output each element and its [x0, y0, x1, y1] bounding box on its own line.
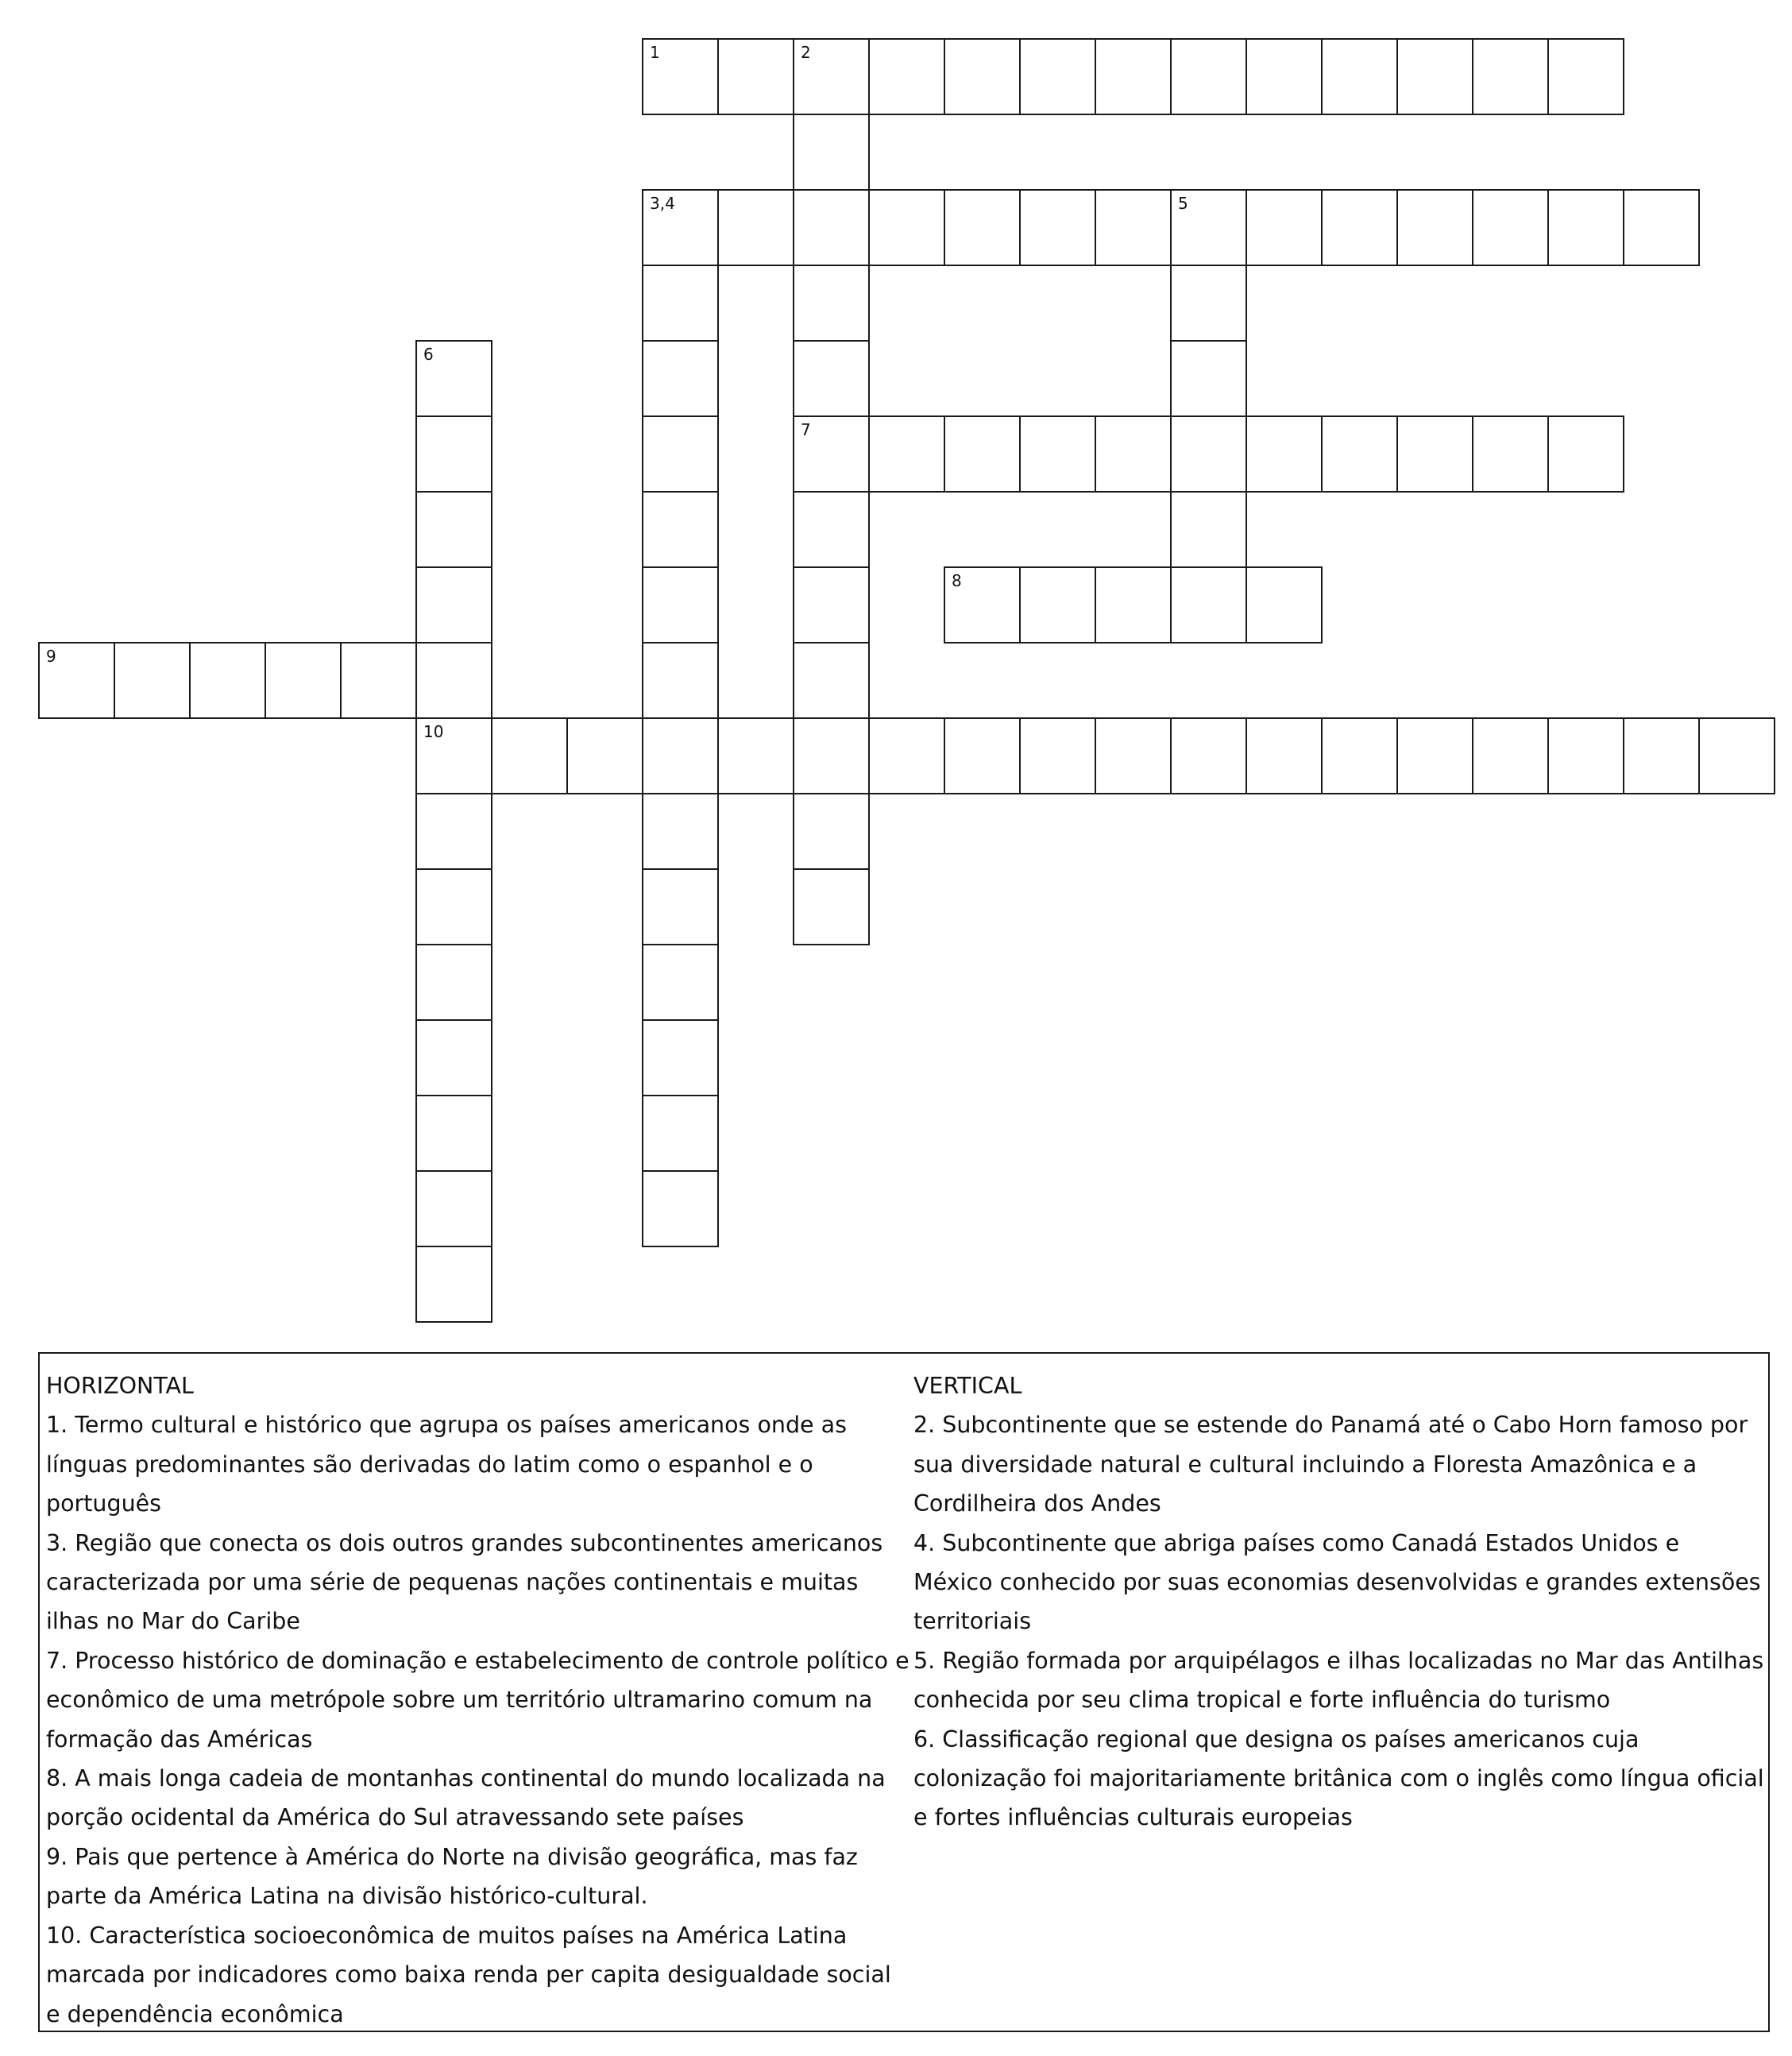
crossword-cell[interactable]	[944, 38, 1021, 115]
horizontal-heading: HORIZONTAL	[46, 1373, 194, 1399]
crossword-cell[interactable]	[1623, 189, 1700, 266]
crossword-cell[interactable]	[642, 566, 719, 643]
crossword-cell[interactable]	[415, 340, 492, 417]
crossword-cell[interactable]	[1170, 265, 1247, 342]
crossword-cell[interactable]	[944, 566, 1021, 643]
crossword-cell[interactable]	[793, 717, 870, 794]
crossword-cell[interactable]	[868, 415, 945, 493]
crossword-cell[interactable]	[1472, 38, 1549, 115]
crossword-cell[interactable]	[793, 340, 870, 417]
crossword-cell[interactable]	[1095, 189, 1172, 266]
clue-horizontal-10: 10. Característica socioeconômica de muitos países na América Latina marcada por indicadores como baixa renda per capita desigualdade social e dependência econômica	[46, 1922, 891, 2027]
crossword-cell[interactable]	[1396, 415, 1473, 493]
crossword-cell[interactable]	[1472, 415, 1549, 493]
clue-number: 10	[423, 722, 444, 741]
crossword-cell[interactable]	[340, 642, 417, 719]
crossword-cell[interactable]	[642, 38, 719, 115]
crossword-cell[interactable]	[642, 491, 719, 568]
clue-number: 6	[423, 345, 434, 364]
crossword-cell[interactable]	[1623, 717, 1700, 794]
crossword-cell[interactable]	[1547, 38, 1624, 115]
crossword-cell[interactable]	[265, 642, 342, 719]
crossword-cell[interactable]	[642, 189, 719, 266]
clue-vertical-6: 6. Classificação regional que designa os países americanos cuja colonização foi majoritariamente britânica com o inglês como língua oficial e fortes influências culturais europeias	[913, 1726, 1764, 1831]
clue-number: 5	[1178, 194, 1188, 213]
crossword-cell[interactable]	[1321, 415, 1398, 493]
crossword-cell[interactable]	[1321, 38, 1398, 115]
crossword-cell[interactable]	[1396, 38, 1473, 115]
crossword-cell[interactable]	[1095, 38, 1172, 115]
crossword-cell[interactable]	[793, 114, 870, 191]
crossword-cell[interactable]	[1472, 717, 1549, 794]
vertical-clues	[913, 1366, 1765, 1838]
crossword-cell[interactable]	[793, 642, 870, 719]
crossword-cell[interactable]	[1095, 415, 1172, 493]
crossword-cell[interactable]	[793, 38, 870, 115]
crossword-cell[interactable]	[717, 717, 794, 794]
horizontal-clues	[46, 1366, 912, 2034]
crossword-cell[interactable]	[642, 793, 719, 870]
crossword-cell[interactable]	[1170, 340, 1247, 417]
clue-vertical-5: 5. Região formada por arquipélagos e ilhas localizadas no Mar das Antilhas conhecida por seu clima tropical e forte influência do turismo	[913, 1647, 1764, 1714]
crossword-cell[interactable]	[415, 1095, 492, 1172]
crossword-cell[interactable]	[793, 491, 870, 568]
crossword-cell[interactable]	[1170, 415, 1247, 493]
crossword-cell[interactable]	[415, 717, 492, 794]
clue-horizontal-1: 1. Termo cultural e histórico que agrupa os países americanos onde as línguas predominantes são derivadas do latim como o espanhol e o português	[46, 1412, 847, 1517]
crossword-cell[interactable]	[415, 642, 492, 719]
crossword-cell[interactable]	[1321, 189, 1398, 266]
crossword-cell[interactable]	[868, 717, 945, 794]
crossword-cell[interactable]	[1170, 189, 1247, 266]
crossword-cell[interactable]	[415, 415, 492, 493]
crossword-cell[interactable]	[1246, 415, 1323, 493]
crossword-cell[interactable]	[1019, 717, 1096, 794]
crossword-cell[interactable]	[793, 265, 870, 342]
crossword-cell[interactable]	[1246, 717, 1323, 794]
crossword-cell[interactable]	[415, 566, 492, 643]
clue-number: 2	[801, 43, 811, 62]
crossword-cell[interactable]	[415, 491, 492, 568]
crossword-cell[interactable]	[114, 642, 191, 719]
clues-box	[38, 1352, 1770, 2032]
crossword-cell[interactable]	[415, 868, 492, 945]
crossword-cell[interactable]	[1019, 189, 1096, 266]
clue-horizontal-3: 3. Região que conecta os dois outros grandes subcontinentes americanos caracterizada por uma série de pequenas nações continentais e muitas ilhas no Mar do Caribe	[46, 1529, 883, 1635]
crossword-cell[interactable]	[717, 38, 794, 115]
crossword-cell[interactable]	[642, 1170, 719, 1247]
crossword-cell[interactable]	[642, 868, 719, 945]
crossword-cell[interactable]	[642, 642, 719, 719]
clue-number: 1	[650, 43, 660, 62]
clue-horizontal-7: 7. Processo histórico de dominação e estabelecimento de controle político e econômico de uma metrópole sobre um território ultramarino comum na formação das Américas	[46, 1647, 910, 1753]
crossword-cell[interactable]	[1246, 189, 1323, 266]
clue-number: 8	[952, 571, 962, 590]
crossword-cell[interactable]	[38, 642, 115, 719]
crossword-cell[interactable]	[1547, 189, 1624, 266]
crossword-cell[interactable]	[415, 793, 492, 870]
crossword-cell[interactable]	[868, 38, 945, 115]
crossword-cell[interactable]	[642, 1019, 719, 1096]
crossword-cell[interactable]	[1246, 38, 1323, 115]
clue-number: 9	[46, 647, 56, 666]
crossword-cell[interactable]	[793, 415, 870, 493]
crossword-cell[interactable]	[1019, 38, 1096, 115]
crossword-cell[interactable]	[944, 415, 1021, 493]
crossword-cell[interactable]	[1396, 717, 1473, 794]
crossword-cell[interactable]	[793, 868, 870, 945]
crossword-cell[interactable]	[868, 189, 945, 266]
crossword-cell[interactable]	[1019, 415, 1096, 493]
crossword-cell[interactable]	[717, 189, 794, 266]
crossword-cell[interactable]	[1170, 38, 1247, 115]
crossword-cell[interactable]	[793, 793, 870, 870]
clue-horizontal-8: 8. A mais longa cadeia de montanhas continental do mundo localizada na porção ocidental da América do Sul atravessando sete países	[46, 1765, 886, 1831]
clue-vertical-2: 2. Subcontinente que se estende do Panamá até o Cabo Horn famoso por sua diversidade natural e cultural incluindo a Floresta Amazônica e a Cordilheira dos Andes	[913, 1412, 1748, 1517]
crossword-cell[interactable]	[491, 717, 568, 794]
vertical-heading: VERTICAL	[913, 1373, 1022, 1399]
clue-number: 3,4	[650, 194, 675, 213]
crossword-cell[interactable]	[415, 944, 492, 1021]
crossword-cell[interactable]	[415, 1019, 492, 1096]
crossword-cell[interactable]	[1170, 491, 1247, 568]
crossword-cell[interactable]	[1321, 717, 1398, 794]
crossword-cell[interactable]	[1472, 189, 1549, 266]
crossword-cell[interactable]	[642, 265, 719, 342]
crossword-cell[interactable]	[1547, 717, 1624, 794]
crossword-cell[interactable]	[1396, 189, 1473, 266]
crossword-cell[interactable]	[944, 189, 1021, 266]
crossword-cell[interactable]	[642, 944, 719, 1021]
crossword-cell[interactable]	[793, 189, 870, 266]
crossword-cell[interactable]	[642, 415, 719, 493]
crossword-cell[interactable]	[642, 340, 719, 417]
clue-horizontal-9: 9. Pais que pertence à América do Norte na divisão geográfica, mas faz parte da América Latina na divisão histórico-cultural.	[46, 1843, 858, 1910]
clue-number: 7	[801, 420, 811, 439]
crossword-cell[interactable]	[642, 1095, 719, 1172]
crossword-cell[interactable]	[793, 566, 870, 643]
crossword-cell[interactable]	[642, 717, 719, 794]
crossword-cell[interactable]	[944, 717, 1021, 794]
crossword-cell[interactable]	[1547, 415, 1624, 493]
crossword-cell[interactable]	[415, 1246, 492, 1323]
crossword-cell[interactable]	[1170, 566, 1247, 643]
crossword-cell[interactable]	[1170, 717, 1247, 794]
crossword-cell[interactable]	[415, 1170, 492, 1247]
crossword-cell[interactable]	[1095, 566, 1172, 643]
crossword-cell[interactable]	[1698, 717, 1775, 794]
clue-vertical-4: 4. Subcontinente que abriga países como Canadá Estados Unidos e México conhecido por suas economias desenvolvidas e grandes extensões territoriais	[913, 1529, 1761, 1635]
crossword-cell[interactable]	[1019, 566, 1096, 643]
crossword-cell[interactable]	[189, 642, 266, 719]
crossword-cell[interactable]	[566, 717, 643, 794]
crossword-cell[interactable]	[1095, 717, 1172, 794]
crossword-cell[interactable]	[1246, 566, 1323, 643]
